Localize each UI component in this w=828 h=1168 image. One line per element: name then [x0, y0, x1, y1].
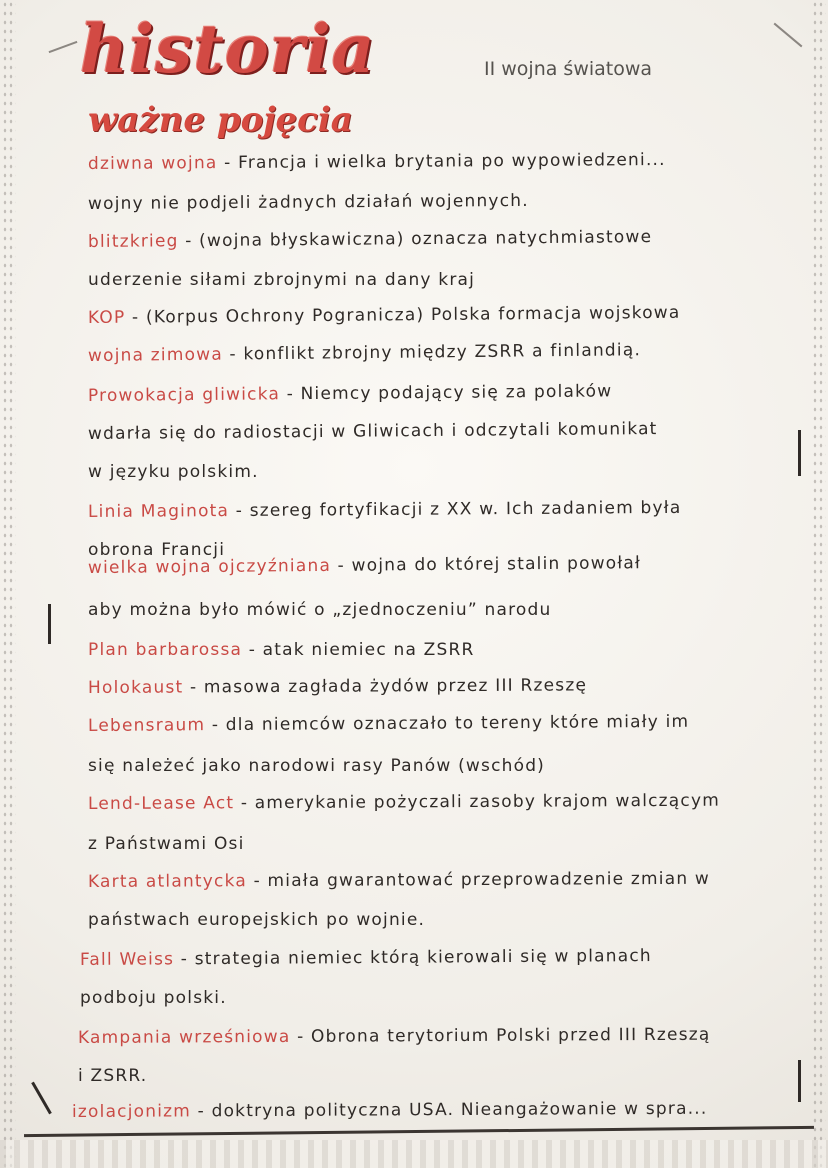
topic-label: II wojna światowa: [484, 58, 653, 80]
definition: - miała gwarantować przeprowadzenie zmian w: [246, 868, 711, 892]
note-line: [88, 553, 641, 590]
term: Kampania wrześniowa: [77, 1026, 291, 1048]
definition: - amerykanie pożyczali zasoby krajom walczącym: [234, 790, 721, 814]
term: Karta atlantycka: [87, 871, 248, 892]
definition: aby można było mówić o „zjednoczeniu” narodu: [88, 600, 552, 620]
term: wojna zimowa: [87, 344, 223, 366]
definition: - wojna do której stalin powołał: [330, 553, 642, 576]
definition: - Obrona terytorium Polski przed III Rzeszą: [290, 1024, 711, 1047]
page-title: historia: [80, 10, 376, 88]
margin-mark: [798, 1060, 801, 1102]
note-line: [88, 910, 425, 942]
definition: - (wojna błyskawiczna) oznacza natychmiastowe: [178, 227, 653, 252]
note-line: [88, 150, 666, 186]
term: Holokaust: [87, 677, 184, 698]
definition: w języku polskim.: [88, 462, 259, 482]
margin-mark: [31, 1082, 52, 1115]
definition: wojny nie podjeli żadnych działań wojennych.: [87, 190, 529, 214]
definition: - dla niemców oznaczało to tereny które miały im: [205, 711, 690, 736]
pen-stroke: [49, 41, 78, 53]
term: Plan barbarossa: [88, 640, 243, 660]
definition: - atak niemiec na ZSRR: [242, 640, 475, 660]
definition: - Francja i wielka brytania po wypowiedzeni...: [217, 149, 666, 174]
definition: wdarła się do radiostacji w Gliwicach i odczytali komunikat: [87, 419, 658, 444]
margin-mark: [798, 430, 801, 476]
note-line: [88, 791, 720, 826]
note-line: [88, 303, 681, 340]
definition: - doktryna polityczna USA. Nieangażowanie w spra...: [190, 1098, 708, 1122]
definition: państwach europejskich po wojnie.: [88, 910, 426, 930]
note-line: [78, 1066, 147, 1098]
definition: - masowa zagłada żydów przez III Rzeszę: [183, 675, 588, 698]
definition: - Niemcy podający się za polaków: [279, 381, 613, 405]
definition: - strategia niemiec którą kierowali się w planach: [174, 946, 652, 970]
definition: uderzenie siłami zbrojnymi na dany kraj: [88, 270, 476, 290]
note-line: [80, 946, 652, 982]
note-line: [88, 340, 641, 378]
bottom-smudge: [0, 1140, 828, 1168]
note-line: [88, 191, 529, 226]
right-margin-dots: [812, 0, 826, 1168]
pen-stroke: [774, 23, 803, 48]
note-line: [88, 640, 475, 672]
margin-mark: [48, 604, 51, 644]
note-line: [78, 1025, 711, 1060]
definition: obrona Francji: [88, 540, 226, 560]
note-line: [88, 712, 690, 748]
note-line: [80, 988, 227, 1020]
definition: i ZSRR.: [78, 1066, 148, 1086]
term: Lebensraum: [87, 715, 206, 736]
definition: - szereg fortyfikacji z XX w. Ich zadaniem była: [229, 497, 682, 522]
note-line: [88, 270, 475, 302]
note-line: [88, 381, 613, 418]
term: dziwna wojna: [87, 153, 218, 174]
note-line: [88, 227, 653, 264]
left-margin-dots: [2, 0, 16, 1168]
note-line: [88, 462, 259, 494]
page-subtitle: ważne pojęcia: [88, 100, 353, 140]
term: blitzkrieg: [87, 231, 179, 252]
term: Linia Maginota: [87, 501, 230, 522]
term: wielka wojna ojczyźniana: [87, 555, 332, 578]
term: Lend-Lease Act: [87, 793, 235, 814]
note-line: [88, 600, 551, 632]
term: KOP: [87, 307, 126, 328]
note-line: [88, 756, 545, 788]
definition: podboju polski.: [80, 988, 227, 1008]
definition: - (Korpus Ochrony Pogranicza) Polska formacja wojskowa: [125, 302, 681, 328]
note-line: [88, 834, 245, 866]
term: izolacjonizm: [71, 1101, 192, 1122]
definition: z Państwami Osi: [88, 834, 245, 854]
term: Prowokacja gliwicka: [87, 384, 281, 406]
term: Fall Weiss: [79, 949, 175, 970]
definition: - konflikt zbrojny między ZSRR a finlandią.: [222, 340, 642, 365]
definition: się należeć jako narodowi rasy Panów (wschód): [88, 756, 546, 776]
note-line: [88, 675, 587, 710]
note-line: [88, 419, 658, 456]
note-line: [88, 498, 682, 534]
note-line: [88, 869, 710, 904]
